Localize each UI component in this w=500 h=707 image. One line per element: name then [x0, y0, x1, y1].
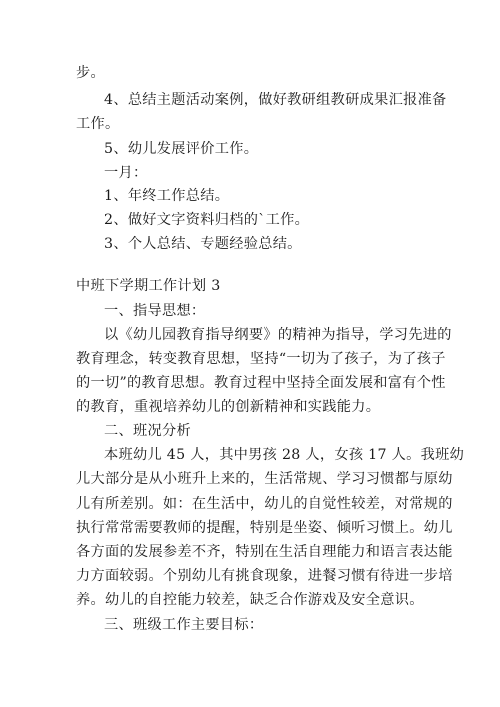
- text-line: 儿有所差别。如：在生活中，幼儿的自觉性较差，对常规的: [76, 496, 453, 512]
- text-line: 养。幼儿的自控能力较差，缺乏合作游戏及安全意识。: [76, 592, 424, 608]
- text-line: 执行常常需要教师的提醒，特别是坐姿、倾听习惯上。幼儿: [76, 520, 453, 536]
- text-line: 1、年终工作总结。: [104, 188, 230, 204]
- text-line: 5、幼儿发展评价工作。: [104, 141, 259, 157]
- subheading: 三、班级工作主要目标：: [104, 617, 264, 633]
- subheading: 二、班况分析: [104, 423, 191, 439]
- section-heading: 中班下学期工作计划 3: [76, 278, 221, 294]
- text-line: 3、个人总结、专题经验总结。: [104, 236, 302, 252]
- text-line: 的教育，重视培养幼儿的创新精神和实践能力。: [76, 399, 381, 415]
- text-line: 本班幼儿 45 人，其中男孩 28 人，女孩 17 人。我班幼: [104, 447, 465, 463]
- text-line: 一月：: [104, 165, 148, 181]
- text-line: 步。: [76, 65, 105, 81]
- text-line: 力方面较弱。个别幼儿有挑食现象，进餐习惯有待进一步培: [76, 568, 453, 584]
- text-line: 4、总结主题活动案例，做好教研组教研成果汇报准备: [104, 92, 447, 108]
- text-line: 工作。: [76, 116, 120, 132]
- text-line: 的一切”的教育思想。教育过程中坚持全面发展和富有个性: [76, 375, 446, 391]
- text-line: 教育理念，转变教育思想，坚持“一切为了孩子，为了孩子: [76, 351, 446, 367]
- text-line: 各方面的发展参差不齐，特别在生活自理能力和语言表达能: [76, 544, 453, 560]
- text-line: 以《幼儿园教育指导纲要》的精神为指导，学习先进的: [104, 327, 452, 343]
- text-line: 2、做好文字资料归档的`工作。: [104, 212, 310, 228]
- subheading: 一、指导思想：: [104, 303, 206, 319]
- text-line: 儿大部分是从小班升上来的，生活常规、学习习惯都与原幼: [76, 471, 453, 487]
